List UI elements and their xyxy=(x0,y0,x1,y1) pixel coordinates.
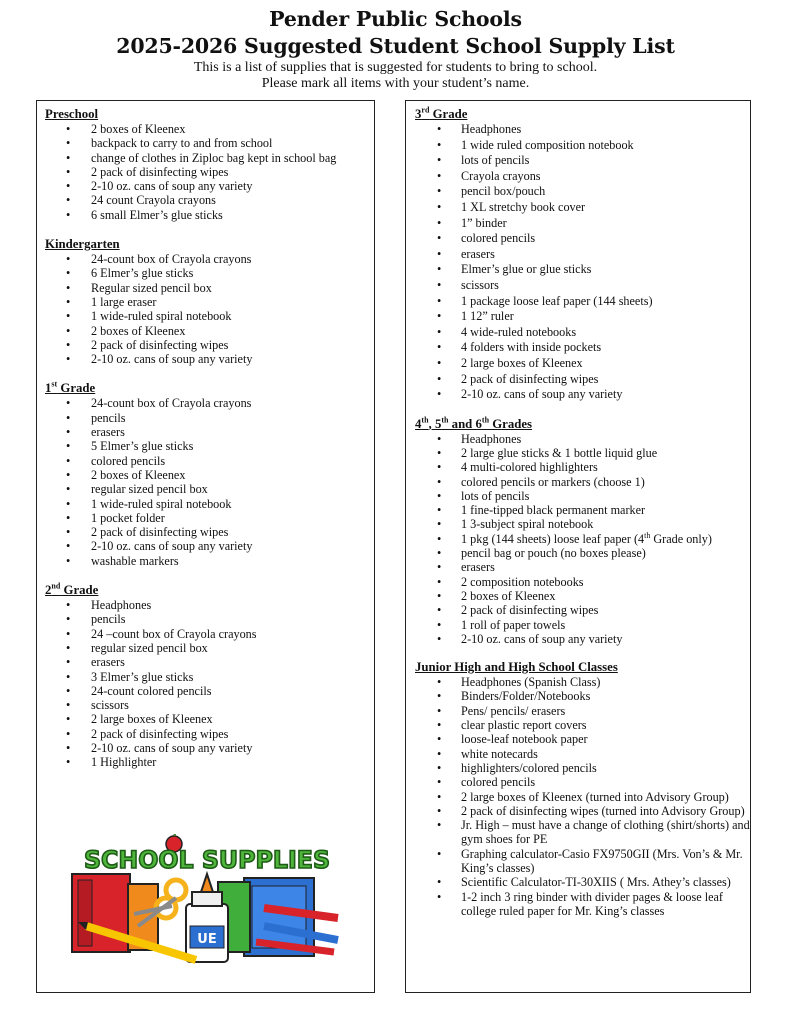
list-item: • 2 boxes of Kleenex xyxy=(45,324,374,338)
list-item: • 1 fine-tipped black permanent marker xyxy=(415,503,750,517)
list-item: • Headphones (Spanish Class) xyxy=(415,675,750,689)
list-item: • Graphing calculator-Casio FX9750GII (Mrs. Von’s & Mr. King’s classes) xyxy=(415,847,750,876)
list-item: • erasers xyxy=(415,247,750,263)
right-column xyxy=(405,100,751,993)
list-item: • 24 –count box of Crayola crayons xyxy=(45,627,374,641)
list-item: • 24-count box of Crayola crayons xyxy=(45,252,374,266)
list-item: • pencils xyxy=(45,411,374,425)
list-item: • Headphones xyxy=(45,598,374,612)
list-item: • 4 folders with inside pockets xyxy=(415,340,750,356)
page-title: Pender Public Schools xyxy=(269,7,522,31)
list-item: • 2-10 oz. cans of soup any variety xyxy=(415,632,750,646)
list-item: • 1 3-subject spiral notebook xyxy=(415,517,750,531)
list-item: • Jr. High – must have a change of clothing (shirt/shorts) and gym shoes for PE xyxy=(415,818,750,847)
list-item: • Crayola crayons xyxy=(415,169,750,185)
list-item: • lots of pencils xyxy=(415,489,750,503)
list-item: • 1 12” ruler xyxy=(415,309,750,325)
list-item: • Pens/ pencils/ erasers xyxy=(415,704,750,718)
grade1-heading: 1st Grade xyxy=(45,380,96,396)
grade3-list xyxy=(415,122,750,403)
list-item: • colored pencils xyxy=(45,454,374,468)
kindergarten-list xyxy=(45,252,374,366)
grade2-heading: 2nd Grade xyxy=(45,581,99,598)
list-item: • 3 Elmer’s glue sticks xyxy=(45,670,374,684)
list-item: • 24-count box of Crayola crayons xyxy=(45,396,374,410)
page-subtitle-year: 2025-2026 Suggested Student School Supply List xyxy=(116,34,675,58)
list-item: • backpack to carry to and from school xyxy=(45,136,374,150)
preschool-list xyxy=(45,122,374,222)
grade2-list xyxy=(45,598,374,770)
list-item: • 2 pack of disinfecting wipes xyxy=(415,603,750,617)
list-item: • 2 pack of disinfecting wipes xyxy=(45,525,374,539)
list-item: • erasers xyxy=(45,655,374,669)
list-item: • 2 pack of disinfecting wipes xyxy=(45,338,374,352)
list-item: • 2 composition notebooks xyxy=(415,575,750,589)
list-item: • highlighters/colored pencils xyxy=(415,761,750,775)
kindergarten-heading: Kindergarten xyxy=(45,237,120,252)
list-item: • Regular sized pencil box xyxy=(45,281,374,295)
list-item: • 24-count colored pencils xyxy=(45,684,374,698)
list-item: • Scientific Calculator-TI-30XIIS ( Mrs. Athey’s classes) xyxy=(415,875,750,889)
list-item: • 2-10 oz. cans of soup any variety xyxy=(45,741,374,755)
list-item: • colored pencils xyxy=(415,231,750,247)
list-item: • 1” binder xyxy=(415,216,750,232)
grade3-heading: 3rd Grade xyxy=(415,105,468,121)
list-item: • loose-leaf notebook paper xyxy=(415,732,750,746)
list-item: • 6 small Elmer’s glue sticks xyxy=(45,208,374,222)
list-item: • 1-2 inch 3 ring binder with divider pages & loose leaf college ruled paper for Mr. King’s classes xyxy=(415,890,750,919)
list-item: • 2 large boxes of Kleenex xyxy=(415,356,750,372)
list-item: • erasers xyxy=(45,425,374,439)
list-item: • 2-10 oz. cans of soup any variety xyxy=(45,352,374,366)
list-item: • colored pencils xyxy=(415,775,750,789)
list-item: • 2 boxes of Kleenex xyxy=(415,589,750,603)
list-item: • 1 wide ruled composition notebook xyxy=(415,138,750,154)
list-item: • Headphones xyxy=(415,432,750,446)
preschool-heading: Preschool xyxy=(45,107,99,121)
list-item: • scissors xyxy=(45,698,374,712)
list-item: • 1 wide-ruled spiral notebook xyxy=(45,497,374,511)
list-item: • washable markers xyxy=(45,554,374,568)
clipart-banner-text: SCHOOL SUPPLIES xyxy=(84,846,330,874)
list-item: • 1 XL stretchy book cover xyxy=(415,200,750,216)
glue-label: UE xyxy=(197,932,217,947)
high-school-heading: Junior High and High School Classes xyxy=(415,660,618,675)
school-supplies-clipart xyxy=(68,834,346,966)
intro-line-2: Please mark all items with your student’s name. xyxy=(261,76,530,91)
list-item: • 2 large boxes of Kleenex xyxy=(45,712,374,726)
list-item: • clear plastic report covers xyxy=(415,718,750,732)
list-item: • 2 pack of disinfecting wipes xyxy=(45,165,374,179)
list-item: • 5 Elmer’s glue sticks xyxy=(45,439,374,453)
list-item: • 2-10 oz. cans of soup any variety xyxy=(45,179,374,193)
list-item: • 2 pack of disinfecting wipes (turned into Advisory Group) xyxy=(415,804,750,818)
page-header xyxy=(0,6,791,92)
list-item: • 1 Highlighter xyxy=(45,755,374,769)
list-item: • 24 count Crayola crayons xyxy=(45,193,374,207)
high-school-list xyxy=(415,675,750,918)
list-item: • 2 pack of disinfecting wipes xyxy=(415,372,750,388)
list-item: • white notecards xyxy=(415,747,750,761)
list-item: • 1 large eraser xyxy=(45,295,374,309)
list-item: • 2-10 oz. cans of soup any variety xyxy=(415,387,750,403)
list-item: • 2 boxes of Kleenex xyxy=(45,468,374,482)
list-item: • 1 package loose leaf paper (144 sheets) xyxy=(415,294,750,310)
list-item: • 4 wide-ruled notebooks xyxy=(415,325,750,341)
list-item: • 6 Elmer’s glue sticks xyxy=(45,266,374,280)
list-item: • colored pencils or markers (choose 1) xyxy=(415,475,750,489)
list-item: • erasers xyxy=(415,560,750,574)
grade456-list xyxy=(415,432,750,646)
list-item: • 4 multi-colored highlighters xyxy=(415,460,750,474)
list-item: • 2 large glue sticks & 1 bottle liquid glue xyxy=(415,446,750,460)
list-item: • pencil bag or pouch (no boxes please) xyxy=(415,546,750,560)
list-item: • Elmer’s glue or glue sticks xyxy=(415,262,750,278)
list-item: • regular sized pencil box xyxy=(45,641,374,655)
list-item: • Binders/Folder/Notebooks xyxy=(415,689,750,703)
intro-line-1: This is a list of supplies that is suggested for students to bring to school. xyxy=(193,60,598,75)
list-item: • 2 large boxes of Kleenex (turned into Advisory Group) xyxy=(415,790,750,804)
list-item: • regular sized pencil box xyxy=(45,482,374,496)
list-item: • 1 pocket folder xyxy=(45,511,374,525)
list-item: • 2-10 oz. cans of soup any variety xyxy=(45,539,374,553)
list-item: • 2 pack of disinfecting wipes xyxy=(45,727,374,741)
grade1-list xyxy=(45,396,374,568)
list-item: • 1 pkg (144 sheets) loose leaf paper (4th Grade only) xyxy=(415,532,750,546)
list-item: • pencils xyxy=(45,612,374,626)
list-item: • scissors xyxy=(415,278,750,294)
list-item: • change of clothes in Ziploc bag kept in school bag xyxy=(45,151,374,165)
grade456-heading: 4th, 5th and 6th Grades xyxy=(415,415,533,431)
list-item: • lots of pencils xyxy=(415,153,750,169)
list-item: • 1 roll of paper towels xyxy=(415,618,750,632)
list-item: • 2 boxes of Kleenex xyxy=(45,122,374,136)
list-item: • pencil box/pouch xyxy=(415,184,750,200)
list-item: • Headphones xyxy=(415,122,750,138)
list-item: • 1 wide-ruled spiral notebook xyxy=(45,309,374,323)
